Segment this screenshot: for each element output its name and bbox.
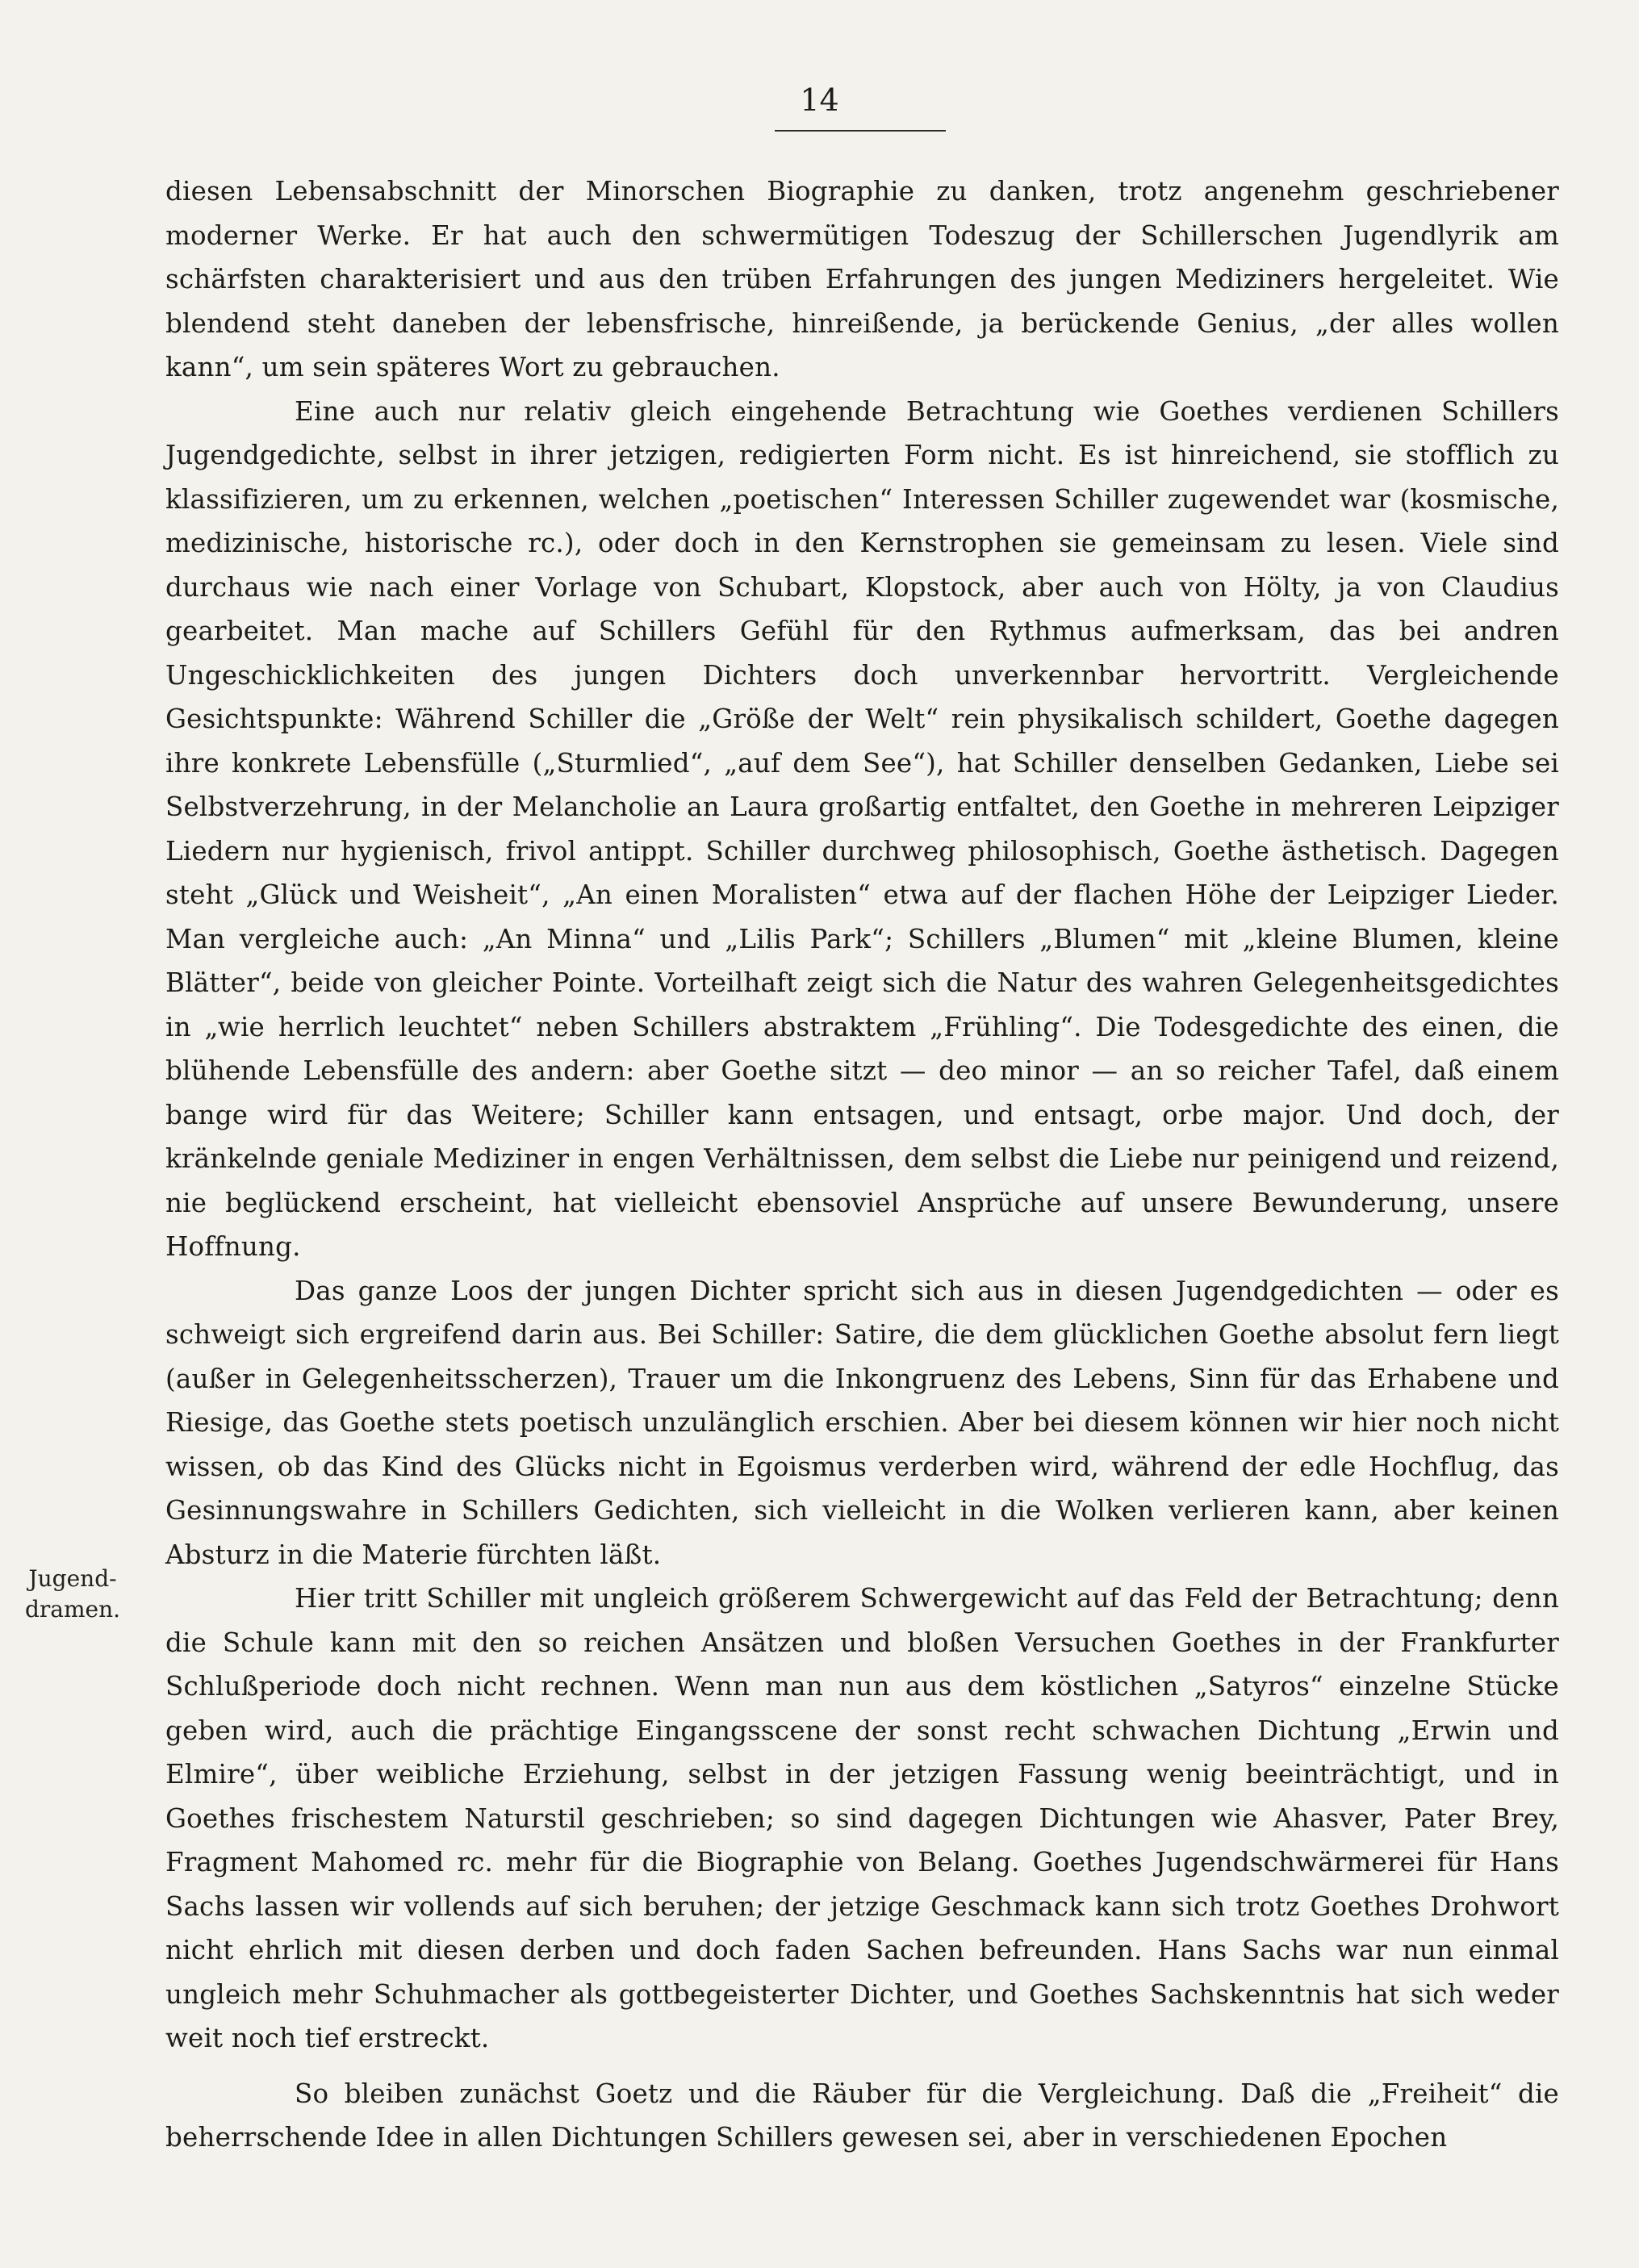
header-rule — [775, 130, 946, 132]
paragraph-2: Eine auch nur relativ gleich eingehende Betrachtung wie Goethes verdienen Schillers Jugendgedichte, selbst in ihrer jetzigen, redigierten Form nicht. Es ist hinreichend, sie stofflich zu klassifizieren, um zu erkennen, welchen „poetischen“ Interessen Schiller zugewendet war (kosmische, medizinische, historische rc.), oder doch in den Kernstrophen sie gemeinsam zu lesen. Viele sind durchaus wie nach einer Vorlage von Schubart, Klopstock, aber auch von Hölty, ja von Claudius gearbeitet. Man mache auf Schillers Gefühl für den Rythmus aufmerksam, das bei andren Ungeschicklichkeiten des jungen Dichters doch unverkennbar hervortritt. Vergleichende Gesichtspunkte: Während Schiller die „Größe der Welt“ rein physikalisch schildert, Goethe dagegen ihre konkrete Lebensfülle („Sturmlied“, „auf dem See“), hat Schiller denselben Gedanken, Liebe sei Selbstverzehrung, in der Melancholie an Laura großartig entfaltet, den Goethe in mehreren Leipziger Liedern nur hygienisch, frivol antippt. Schiller durchweg philosophisch, Goethe ästhetisch. Dagegen steht „Glück und Weisheit“, „An einen Moralisten“ etwa auf der flachen Höhe der Leipziger Lieder. Man vergleiche auch: „An Minna“ und „Lilis Park“; Schillers „Blumen“ mit „kleine Blumen, kleine Blätter“, beide von gleicher Pointe. Vorteilhaft zeigt sich die Natur des wahren Gelegenheitsgedichtes in „wie herrlich leuchtet“ neben Schillers abstraktem „Frühling“. Die Todesgedichte des einen, die blühende Lebensfülle des andern: aber Goethe sitzt — deo minor — an so reicher Tafel, daß einem bange wird für das Weitere; Schiller kann entsagen, und entsagt, orbe major. Und doch, der kränkelnde geniale Mediziner in engen Verhältnissen, dem selbst die Liebe nur peinigend und reizend, nie beglückend erscheint, hat vielleicht ebensoviel Ansprüche auf unsere Bewunderung, unsere Hoffnung. — [165, 395, 1559, 1262]
paragraph-3: Das ganze Loos der jungen Dichter spricht sich aus in diesen Jugendgedichten — oder es schweigt sich ergreifend darin aus. Bei Schiller: Satire, die dem glücklichen Goethe absolut fern liegt (außer in Gelegenheitsscherzen), Trauer um die Inkongruenz des Lebens, Sinn für das Erhabene und Riesige, das Goethe stets poetisch unzulänglich erschien. Aber bei diesem können wir hier noch nicht wissen, ob das Kind des Glücks nicht in Egoismus verderben wird, während der edle Hochflug, das Gesinnungswahre in Schillers Gedichten, sich vielleicht in die Wolken verlieren kann, aber keinen Absturz in die Materie fürchten läßt. — [165, 1275, 1559, 1570]
paragraph-gap — [165, 2061, 1559, 2072]
page-header — [0, 81, 1639, 120]
paragraph-4: Hier tritt Schiller mit ungleich größerem Schwergewicht auf das Feld der Betrachtung; denn die Schule kann mit den so reichen Ansätzen und bloßen Versuchen Goethes in der Frankfurter Schlußperiode doch nicht rechnen. Wenn man nun aus dem köstlichen „Satyros“ einzelne Stücke geben wird, auch die prächtige Eingangsscene der sonst recht schwachen Dichtung „Erwin und Elmire“, über weibliche Erziehung, selbst in der jetzigen Fassung wenig beeinträchtigt, und in Goethes frischestem Naturstil geschrieben; so sind dagegen Dichtungen wie Ahasver, Pater Brey, Fragment Mahomed rc. mehr für die Biographie von Belang. Goethes Jugendschwärmerei für Hans Sachs lassen wir vollends auf sich beruhen; der jetzige Geschmack kann sich trotz Goethes Drohwort nicht ehrlich mit diesen derben und doch faden Sachen befreunden. Hans Sachs war nun einmal ungleich mehr Schuhmacher als gottbegeisterter Dichter, und Goethes Sachskenntnis hat sich weder weit noch tief erstreckt. — [165, 1583, 1559, 2053]
page-number: 14 — [800, 82, 839, 118]
margin-note: Jugend-dramen. — [24, 1565, 121, 1623]
body-text — [165, 169, 1559, 2160]
paragraph-1: diesen Lebensabschnitt der Minorschen Biographie zu danken, trotz angenehm geschriebener moderner Werke. Er hat auch den schwermütigen Todeszug der Schillerschen Jugendlyrik am schärfsten charakterisiert und aus den trüben Erfahrungen des jungen Mediziners hergeleitet. Wie blendend steht daneben der lebensfrische, hinreißende, ja berückende Genius, „der alles wollen kann“, um sein späteres Wort zu gebrauchen. — [165, 176, 1559, 382]
paragraph-5: So bleiben zunächst Goetz und die Räuber für die Vergleichung. Daß die „Freiheit“ die beherrschende Idee in allen Dichtungen Schillers gewesen sei, aber in verschiedenen Epochen — [165, 2078, 1559, 2153]
